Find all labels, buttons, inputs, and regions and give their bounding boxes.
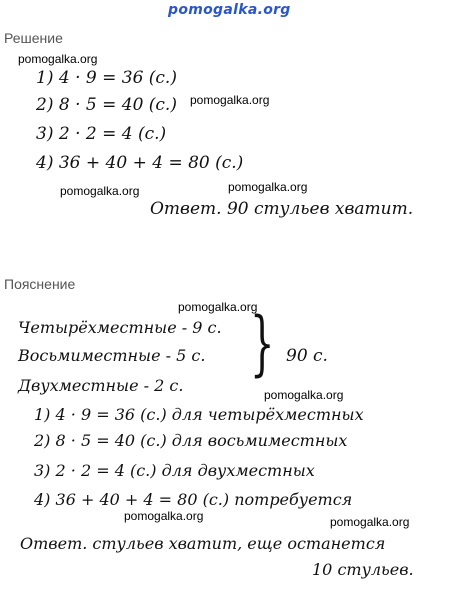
explanation-line-2: 2) 8 · 5 = 40 (с.) для восьмиместных <box>34 431 348 450</box>
watermark-text: pomogalka.org <box>60 184 140 198</box>
total-chairs: 90 с. <box>286 346 328 366</box>
watermark-text: pomogalka.org <box>330 515 410 529</box>
explanation-line-4: 4) 36 + 40 + 4 = 80 (с.) потребуется <box>34 490 353 509</box>
watermark-text: pomogalka.org <box>228 180 308 194</box>
watermark-text: pomogalka.org <box>18 52 98 66</box>
explanation-answer-line-2: 10 стульев. <box>312 560 414 579</box>
solution-line-2: 2) 8 · 5 = 40 (с.) <box>36 95 177 115</box>
watermark-text: pomogalka.org <box>178 300 258 314</box>
brace-symbol: } <box>250 302 275 384</box>
explanation-line-3: 3) 2 · 2 = 4 (с.) для двухместных <box>34 461 315 480</box>
given-line-1: Четырёхместные - 9 с. <box>18 318 222 337</box>
solution-line-1: 1) 4 · 9 = 36 (с.) <box>36 68 177 88</box>
watermark-text: pomogalka.org <box>190 93 270 107</box>
solution-answer: Ответ. 90 стульев хватит. <box>150 199 414 219</box>
watermark-text: pomogalka.org <box>124 509 204 523</box>
solution-line-4: 4) 36 + 40 + 4 = 80 (с.) <box>36 153 244 173</box>
given-line-2: Восьмиместные - 5 с. <box>18 346 206 365</box>
given-line-3: Двухместные - 2 с. <box>18 376 184 395</box>
solution-heading: Решение <box>4 30 63 46</box>
explanation-heading: Пояснение <box>4 276 76 292</box>
site-title[interactable]: pomogalka.org <box>168 2 291 18</box>
watermark-text: pomogalka.org <box>264 388 344 402</box>
solution-line-3: 3) 2 · 2 = 4 (с.) <box>36 124 167 144</box>
explanation-line-1: 1) 4 · 9 = 36 (с.) для четырёхместных <box>34 405 364 424</box>
explanation-answer-line-1: Ответ. стульев хватит, еще останется <box>20 534 386 553</box>
